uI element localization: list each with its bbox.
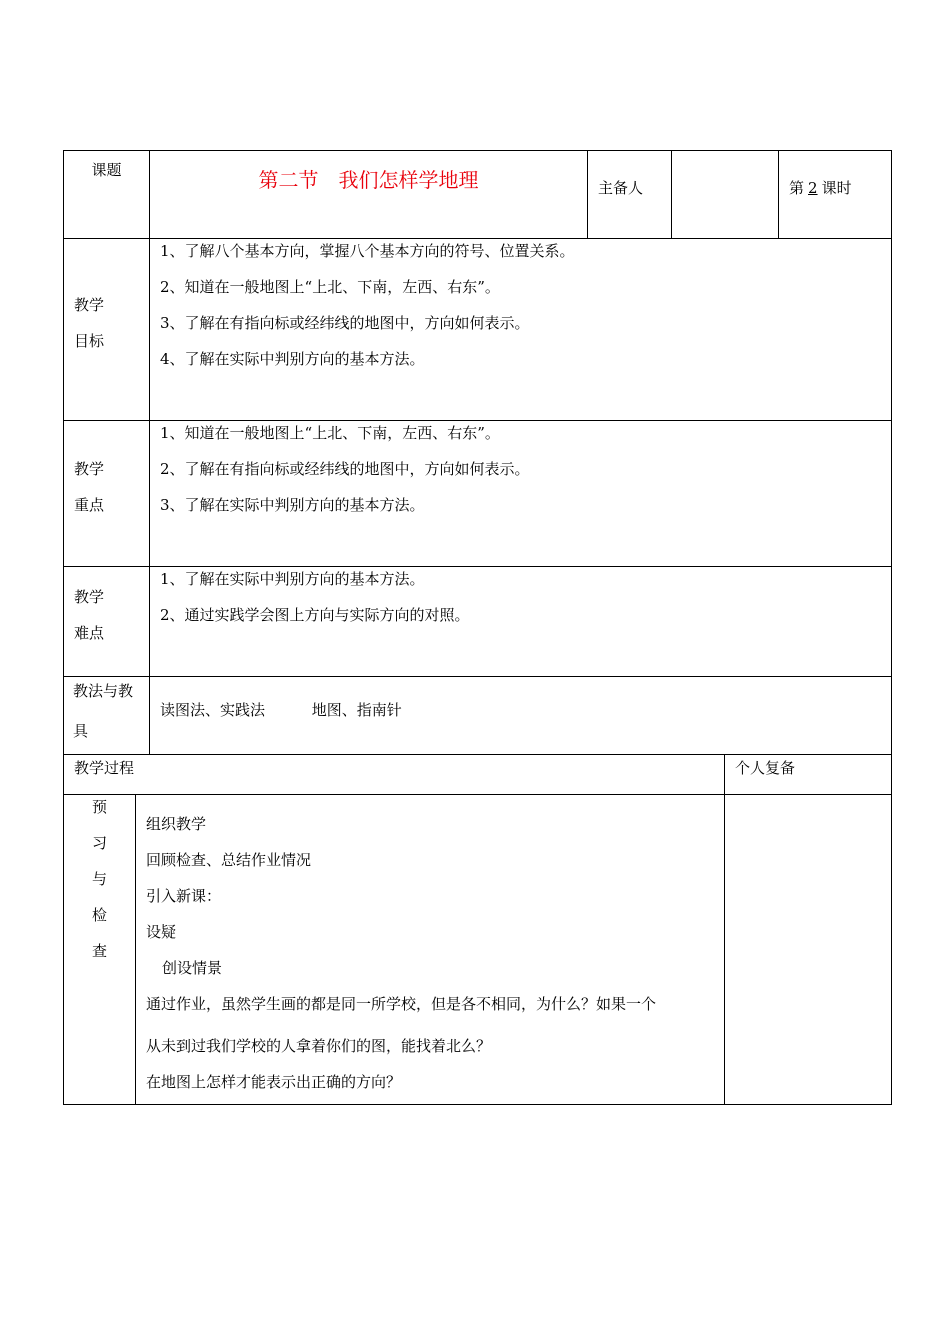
difficulties-label-line2: 难点 — [74, 624, 105, 642]
difficulties-label-line1: 教学 — [74, 588, 105, 606]
header-table — [63, 150, 892, 239]
objectives-content-cell — [150, 239, 892, 421]
methods-label-cell — [64, 677, 150, 755]
section-char: 与 — [91, 870, 107, 888]
key-points-label-line1: 教学 — [74, 460, 105, 478]
objectives-label-line2: 目标 — [74, 332, 105, 350]
objective-item: 2、知道在一般地图上“上北、下南，左西、右东”。 — [160, 278, 500, 296]
preparer-value-cell[interactable] — [672, 151, 779, 239]
tools-text: 地图、指南针 — [311, 701, 402, 719]
methods-content-cell — [150, 677, 892, 755]
topic-label-cell — [64, 151, 150, 239]
process-content-cell — [136, 795, 725, 1105]
preparer-label-cell — [588, 151, 672, 239]
section-char: 检 — [91, 906, 107, 924]
personal-label-cell — [725, 755, 892, 795]
preparer-label: 主备人 — [598, 179, 644, 197]
period-suffix: 课时 — [821, 179, 852, 197]
key-points-label-line2: 重点 — [74, 496, 105, 514]
process-label-cell — [64, 755, 725, 795]
section-char: 查 — [91, 942, 107, 960]
lesson-title: 第二节 我们怎样学地理 — [258, 168, 479, 192]
key-point-item: 3、了解在实际中判别方向的基本方法。 — [160, 496, 425, 514]
process-line: 组织教学 — [146, 815, 207, 833]
section-char: 习 — [91, 834, 107, 852]
process-label: 教学过程 — [74, 759, 135, 777]
period-cell — [779, 151, 892, 239]
objective-item: 1、了解八个基本方向，掌握八个基本方向的符号、位置关系。 — [160, 242, 575, 260]
objectives-label-cell — [64, 239, 150, 421]
goals-table — [63, 238, 892, 755]
topic-label: 课题 — [91, 161, 122, 179]
process-line: 回顾检查、总结作业情况 — [146, 851, 312, 869]
key-point-item: 1、知道在一般地图上“上北、下南，左西、右东”。 — [160, 424, 500, 442]
personal-label: 个人复备 — [735, 759, 796, 777]
difficulties-content-cell — [150, 567, 892, 677]
key-points-content-cell — [150, 421, 892, 567]
section-char: 预 — [91, 798, 107, 816]
objectives-label-line1: 教学 — [74, 296, 105, 314]
objective-item: 4、了解在实际中判别方向的基本方法。 — [160, 350, 425, 368]
lesson-plan-sheet — [63, 150, 891, 1105]
process-table — [63, 754, 892, 1105]
key-points-label-cell — [64, 421, 150, 567]
process-line: 从未到过我们学校的人拿着你们的图，能找着北么？ — [146, 1037, 492, 1055]
difficulties-label-cell — [64, 567, 150, 677]
process-line: 在地图上怎样才能表示出正确的方向？ — [146, 1073, 402, 1091]
process-line: 引入新课： — [146, 887, 222, 905]
process-line: 通过作业，虽然学生画的都是同一所学校，但是各不相同，为什么？如果一个 — [146, 995, 657, 1013]
period-prefix: 第 — [789, 179, 805, 197]
key-point-item: 2、了解在有指向标或经纬线的地图中，方向如何表示。 — [160, 460, 530, 478]
difficulty-item: 2、通过实践学会图上方向与实际方向的对照。 — [160, 606, 470, 624]
objective-item: 3、了解在有指向标或经纬线的地图中，方向如何表示。 — [160, 314, 530, 332]
section-label-cell — [64, 795, 136, 1105]
methods-label-line1: 教法与教 — [73, 682, 134, 700]
lesson-title-cell — [150, 151, 588, 239]
process-line: 创设情景 — [162, 959, 223, 977]
period-number: 2 — [808, 179, 818, 197]
methods-text: 读图法、实践法 — [160, 701, 266, 719]
process-line: 设疑 — [146, 923, 177, 941]
personal-notes-cell[interactable] — [725, 795, 892, 1105]
methods-label-line2: 具 — [73, 722, 89, 740]
difficulty-item: 1、了解在实际中判别方向的基本方法。 — [160, 570, 425, 588]
